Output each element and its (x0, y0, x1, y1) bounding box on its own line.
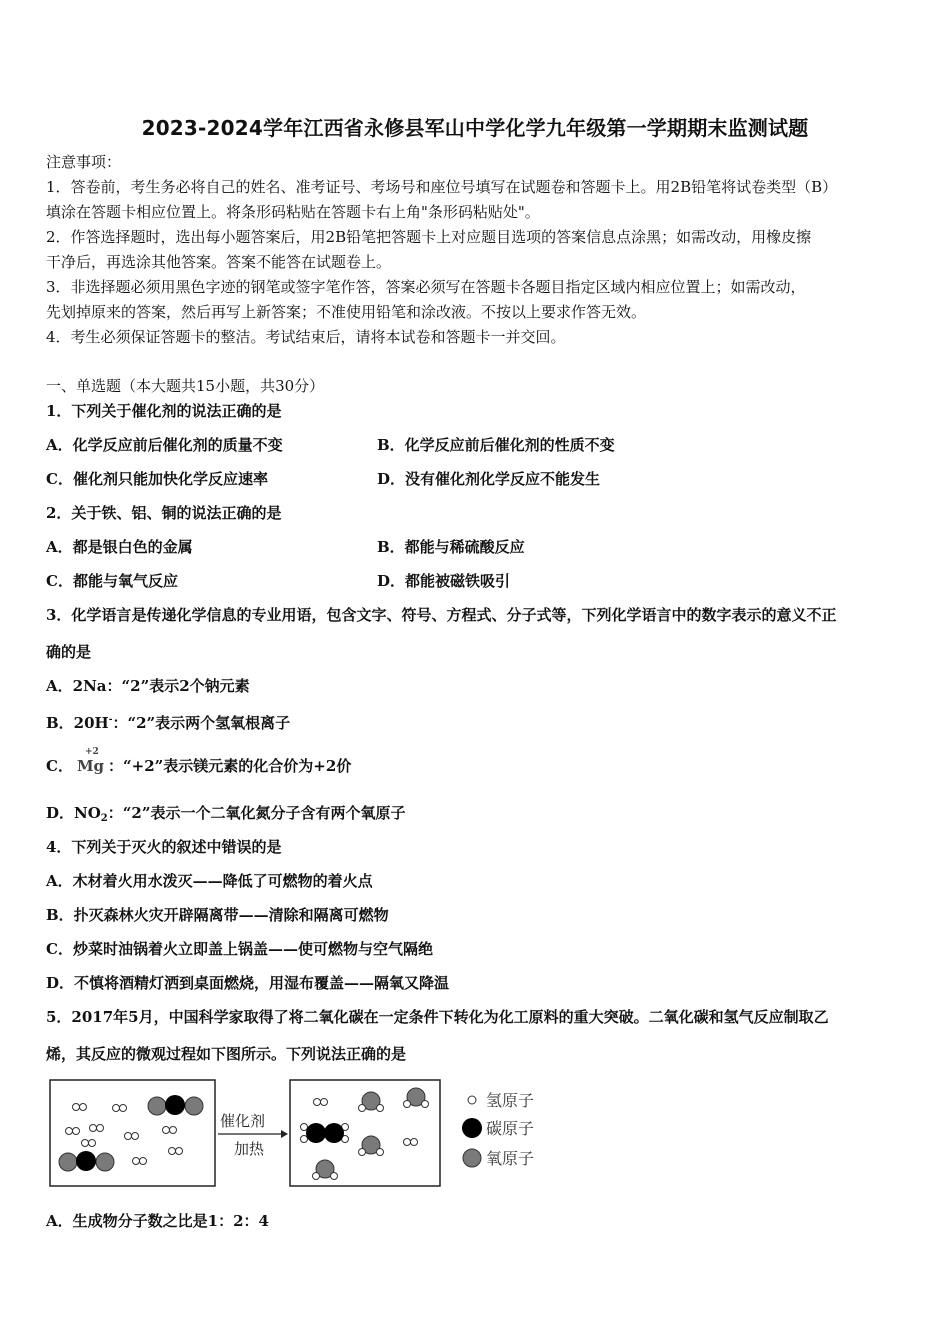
notice-line-4: 干净后，再选涂其他答案。答案不能答在试题卷上。 (46, 253, 392, 271)
notice-line-3: 2．作答选择题时，选出每小题答案后，用2B铅笔把答题卡上对应题目选项的答案信息点涂黑；如需改动，用橡皮擦 (46, 228, 812, 246)
question-3-stem-1: 3．化学语言是传递化学信息的专业用语，包含文字、符号、方程式、分子式等，下列化学语言中的数字表示的意义不正 (46, 606, 837, 624)
q1-option-d: D．没有催化剂化学反应不能发生 (377, 470, 601, 488)
notice-line-1: 1．答卷前，考生务必将自己的姓名、准考证号、考场号和座位号填写在试题卷和答题卡上。用2B铅笔将试卷类型（B） (46, 178, 838, 196)
q4-option-b: B．扑灭森林火灾开辟隔离带——清除和隔离可燃物 (46, 906, 389, 924)
q3-option-c (46, 747, 352, 776)
q3-option-a: A．2Na：“2”表示2个钠元素 (46, 677, 250, 695)
catalyst-label: 催化剂 (220, 1112, 266, 1130)
q3-option-d-text: ：“2”表示一个二氧化氮分子含有两个氧原子 (107, 804, 406, 822)
q4-option-c: C．炒菜时油锅着火立即盖上锅盖——使可燃物与空气隔绝 (46, 940, 433, 958)
q4-option-d: D．不慎将酒精灯洒到桌面燃烧，用湿布覆盖——隔氧又降温 (46, 974, 450, 992)
q4-option-a: A．木材着火用水泼灭——降低了可燃物的着火点 (46, 872, 373, 890)
question-4-stem: 4．下列关于灭火的叙述中错误的是 (46, 838, 282, 856)
q2-option-d: D．都能被磁铁吸引 (377, 572, 511, 590)
q1-option-a: A．化学反应前后催化剂的质量不变 (46, 436, 283, 454)
q3-option-c-text: ：“+2”表示镁元素的化合价为+2价 (108, 757, 352, 775)
question-5-stem-2: 烯，其反应的微观过程如下图所示。下列说法正确的是 (46, 1045, 407, 1063)
q3-option-b (46, 710, 290, 733)
water-molecule-1 (359, 1092, 384, 1112)
page-title: 2023-2024学年江西省永修县军山中学化学九年级第一学期期末监测试题 (141, 116, 809, 140)
q3-option-b-text: ：“2”表示两个氢氧根离子 (112, 714, 291, 732)
notice-heading: 注意事项： (46, 153, 122, 171)
notice-line-7: 4．考生必须保证答题卡的整洁。考试结束后，请将本试卷和答题卡一并交回。 (46, 328, 566, 346)
notice-line-5: 3．非选择题必须用黑色字迹的钢笔或签字笔作答，答案必须写在答题卡各题目指定区域内相应位置上；如需改动， (46, 278, 806, 296)
question-1-stem: 1．下列关于催化剂的说法正确的是 (46, 402, 282, 420)
legend-carbon-label: 碳原子 (486, 1119, 535, 1138)
water-molecule-3 (359, 1136, 384, 1156)
q2-option-b: B．都能与稀硫酸反应 (377, 538, 525, 556)
legend-hydrogen-label: 氢原子 (486, 1091, 535, 1110)
q2-option-c: C．都能与氧气反应 (46, 572, 178, 590)
q3-option-c-prefix: C． (46, 757, 73, 775)
legend-oxygen-label: 氧原子 (486, 1149, 535, 1168)
reaction-arrow-head (281, 1130, 288, 1138)
q1-option-b: B．化学反应前后催化剂的性质不变 (377, 436, 615, 454)
no2-subscript: 2 (100, 813, 108, 824)
co2-molecule-2 (59, 1151, 114, 1171)
question-3-stem-2: 确的是 (46, 643, 92, 661)
section-heading: 一、单选题（本大题共15小题，共30分） (46, 377, 325, 395)
notice-line-2: 填涂在答题卡相应位置上。将条形码粘贴在答题卡右上角"条形码粘贴处"。 (46, 203, 540, 221)
reaction-diagram (48, 1076, 568, 1188)
q3-option-b-prefix: B．20H (46, 714, 109, 732)
co2-molecule-1 (148, 1095, 203, 1115)
water-molecule-4 (313, 1160, 338, 1180)
legend-oxygen-icon (463, 1149, 481, 1167)
magnesium-valence-symbol (76, 747, 105, 776)
water-molecule-2 (404, 1088, 429, 1108)
q3-option-d-prefix: D．NO (46, 804, 101, 822)
question-5-stem-1: 5．2017年5月，中国科学家取得了将二氧化碳在一定条件下转化为化工原料的重大突破。二氧化碳和氢气反应制取乙 (46, 1008, 829, 1026)
ethylene-molecule (301, 1123, 349, 1143)
valence-mark: +2 (84, 747, 99, 757)
q2-option-a: A．都是银白色的金属 (46, 538, 193, 556)
hydroxide-charge: - (108, 715, 113, 725)
notice-line-6: 先划掉原来的答案，然后再写上新答案；不准使用铅笔和涂改液。不按以上要求作答无效。 (46, 303, 647, 321)
q1-option-c: C．催化剂只能加快化学反应速率 (46, 470, 268, 488)
mg-symbol: Mg (76, 757, 105, 775)
heat-label: 加热 (234, 1140, 265, 1158)
question-2-stem: 2．关于铁、铝、铜的说法正确的是 (46, 504, 282, 522)
q5-option-a: A．生成物分子数之比是1：2：4 (46, 1212, 269, 1230)
legend-carbon-icon (462, 1118, 482, 1138)
q3-option-d (46, 803, 405, 829)
legend-hydrogen-icon (468, 1096, 476, 1104)
